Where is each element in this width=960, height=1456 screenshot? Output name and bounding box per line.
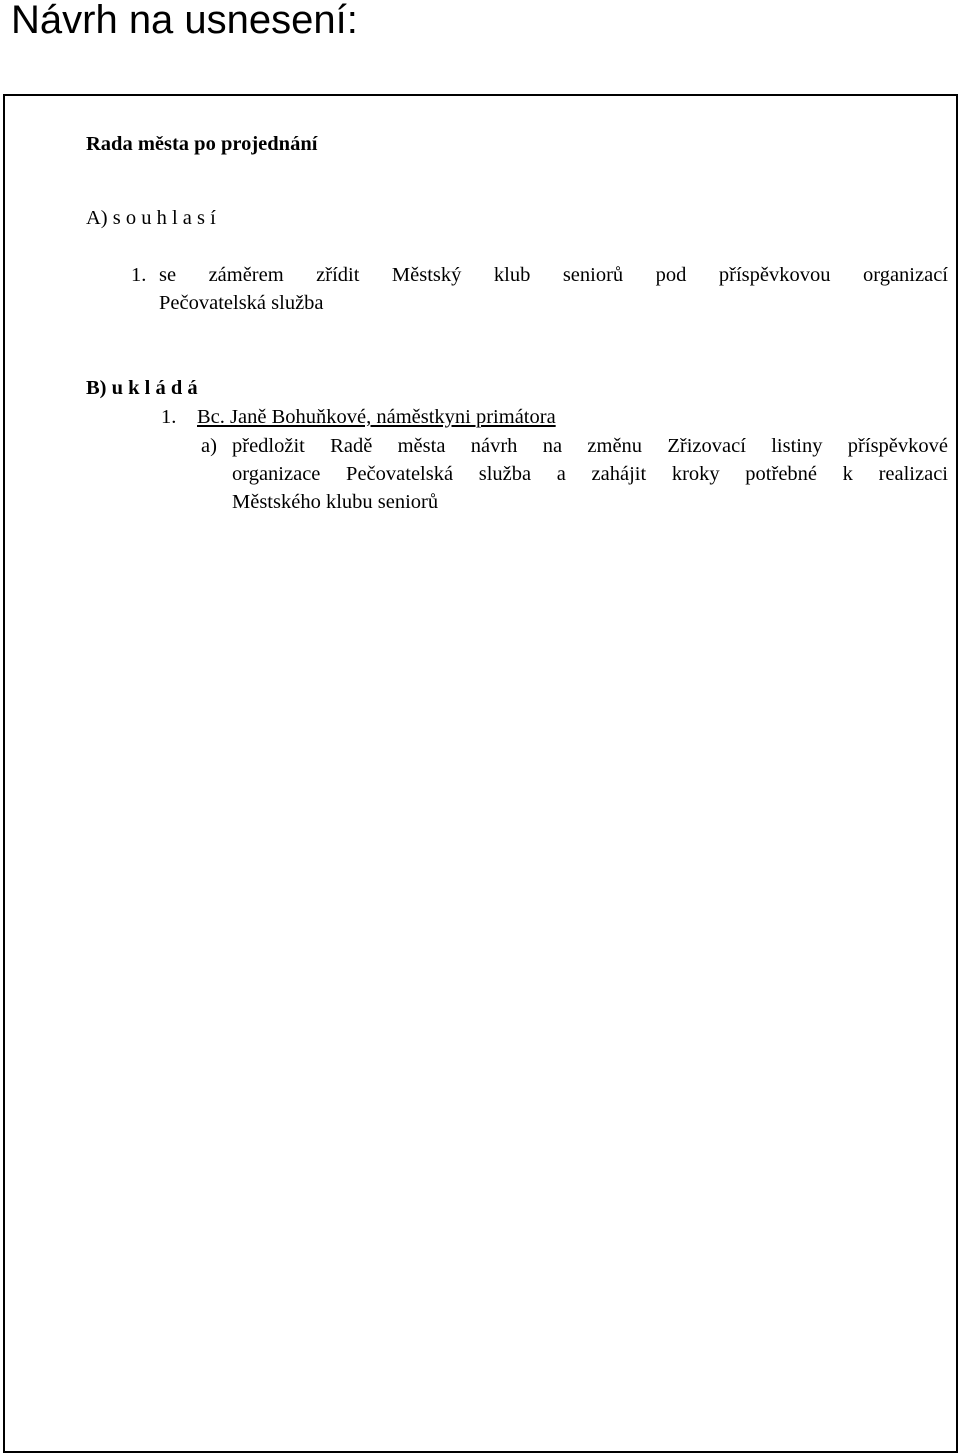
section-a-item-1-line-1: se záměrem zřídit Městský klub seniorů pod příspěvkovou organizací — [159, 264, 948, 286]
section-b-task-a-letter: a) — [201, 435, 217, 457]
resolution-intro: Rada města po projednání — [86, 133, 318, 155]
section-b-task-a-line-2: organizace Pečovatelská služba a zahájit kroky potřebné k realizaci — [232, 463, 948, 485]
page-title: Návrh na usnesení: — [11, 0, 358, 42]
section-b-item-1-person: Bc. Janě Bohuňkové, náměstkyni primátora — [197, 406, 556, 428]
section-a-item-1-line-2: Pečovatelská služba — [159, 292, 324, 314]
section-a-item-1-number: 1. — [131, 264, 147, 286]
section-b-heading: B) u k l á d á — [86, 377, 198, 399]
section-b-item-1-number: 1. — [161, 406, 177, 428]
resolution-frame — [3, 94, 958, 1453]
section-b-task-a-line-1: předložit Radě města návrh na změnu Zřizovací listiny příspěvkové — [232, 435, 948, 457]
section-a-heading: A) s o u h l a s í — [86, 207, 216, 229]
section-b-task-a-line-3: Městského klubu seniorů — [232, 491, 439, 513]
